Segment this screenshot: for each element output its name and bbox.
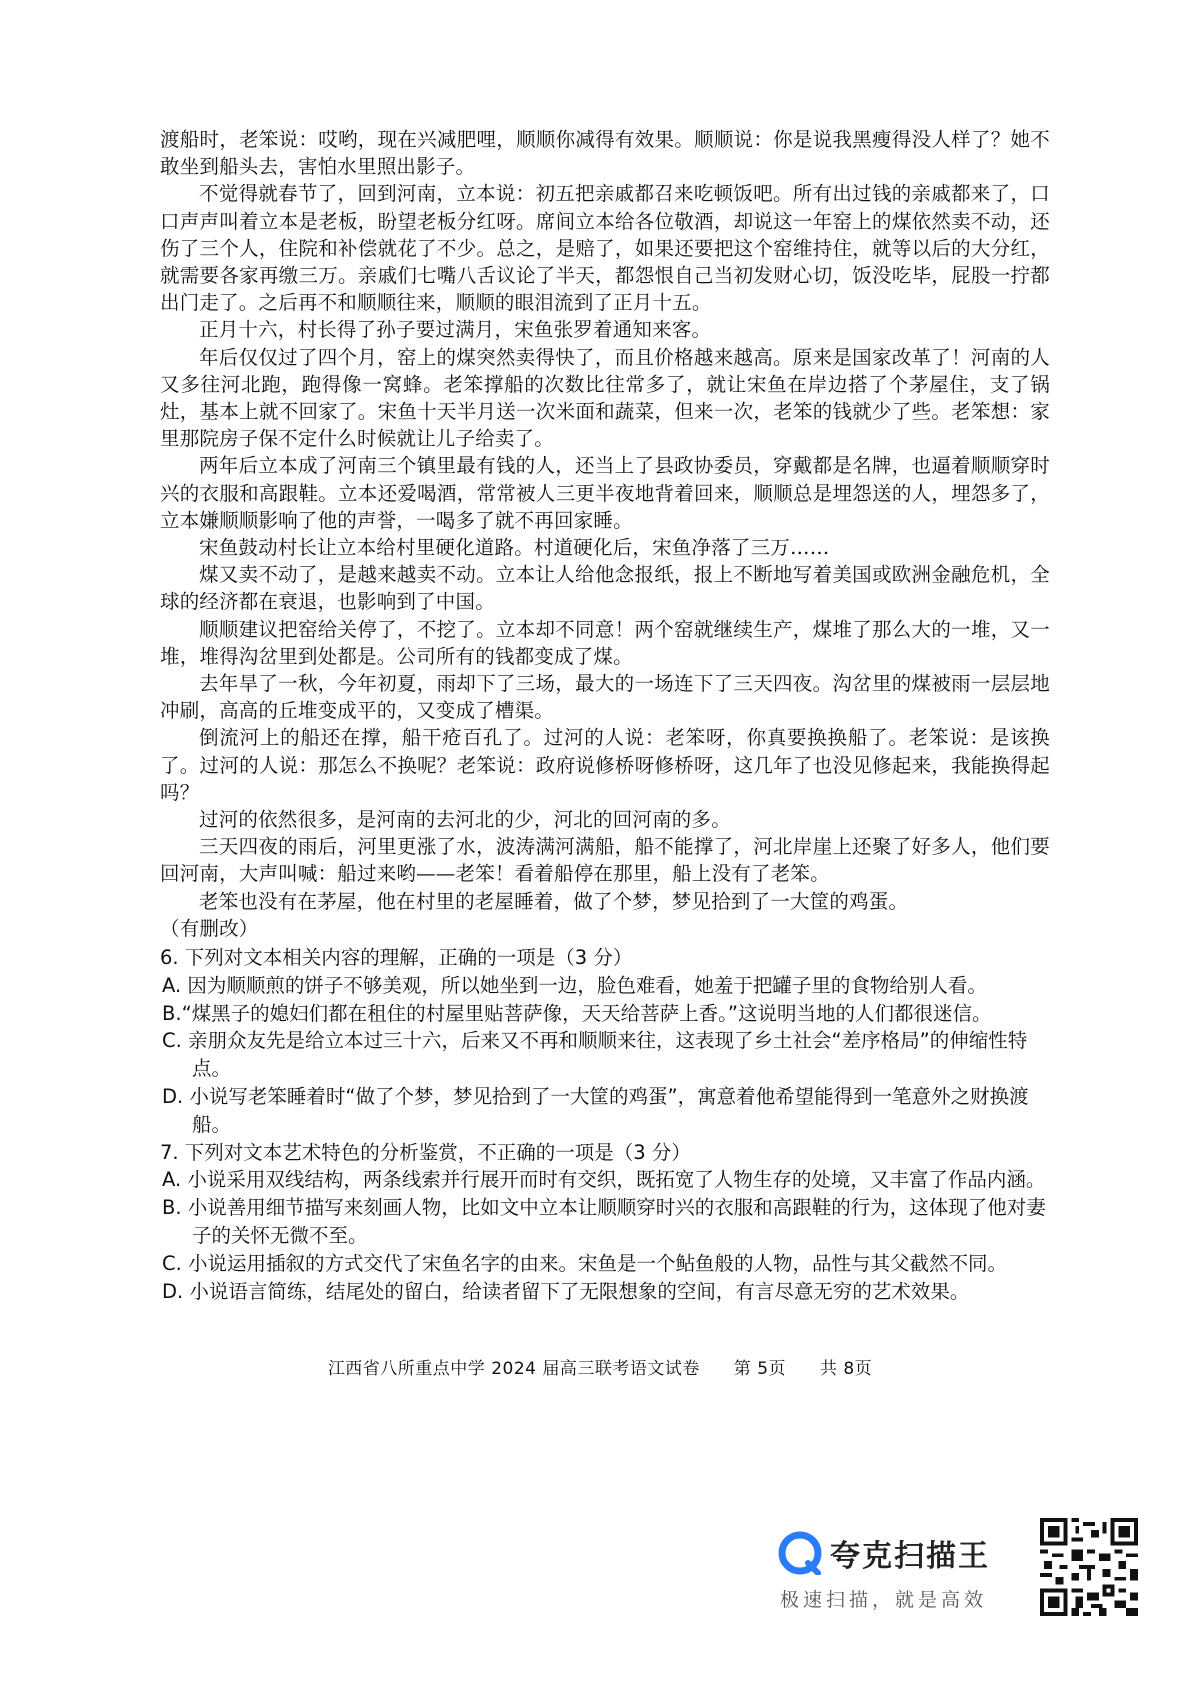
story-paragraph: 顺顺建议把窑给关停了，不挖了。立本却不同意！两个窑就继续生产，煤堆了那么大的一堆，又一堆，堆得沟岔里到处都是。公司所有的钱都变成了煤。 (160, 617, 1050, 668)
question-stem: 7. 下列对文本艺术特色的分析鉴赏，不正确的一项是（3 分） (160, 1140, 691, 1164)
exam-title: 江西省八所重点中学 2024 届高三联考语文试卷 (327, 1359, 700, 1379)
story-paragraph: 渡船时，老笨说：哎哟，现在兴减肥哩，顺顺你减得有效果。顺顺说：你是说我黑瘦得没人样了？她不敢坐到船头去，害怕水里照出影子。 (160, 128, 1050, 179)
page-total: 共 8页 (819, 1359, 873, 1379)
quark-logo-icon (778, 1531, 822, 1575)
story-paragraph: 正月十六，村长得了孙子要过满月，宋鱼张罗着通知来客。 (199, 318, 712, 342)
story-paragraph: 过河的依然很多，是河南的去河北的少，河北的回河南的多。 (199, 808, 731, 832)
question-stem: 6. 下列对文本相关内容的理解，正确的一项是（3 分） (160, 946, 633, 969)
question-6 (160, 944, 1060, 1139)
story-paragraph: 老笨也没有在茅屋，他在村里的老屋睡着，做了个梦，梦见拾到了一大筐的鸡蛋。 (199, 889, 909, 913)
story-paragraph: 去年旱了一秋，今年初夏，雨却下了三场，最大的一场连下了三天四夜。沟岔里的煤被雨一层层地冲刷，高高的丘堆变成平的，又变成了槽渠。 (160, 672, 1050, 723)
option-b: B.“煤黑子的媳妇们都在租住的村屋里贴菩萨像，天天给菩萨上香。”这说明当地的人们都很迷信。 (162, 1001, 992, 1025)
story-paragraph: 倒流河上的船还在撑，船干疮百孔了。过河的人说：老笨呀，你真要换换船了。老笨说：是该换了。过河的人说：那怎么不换呢？老笨说：政府说修桥呀修桥呀，这几年了也没见修起来，我能换得起吗？ (160, 726, 1050, 804)
story-paragraph: 不觉得就春节了，回到河南，立本说：初五把亲戚都召来吃顿饭吧。所有出过钱的亲戚都来了，口口声声叫着立本是老板，盼望老板分红呀。席间立本给各位敬酒，却说这一年窑上的煤依然卖不动，还伤了三个人，住院和补偿就花了不少。总之，是赔了，如果还要把这个窑维持住，就等以后的大分红，就需要各家再缴三万。亲戚们七嘴八舌议论了半天，都怨恨自己当初发财心切，饭没吃毕，屁股一拧都出门走了。之后再不和顺顺往来，顺顺的眼泪流到了正月十五。 (160, 182, 1050, 315)
option-a: A. 小说采用双线结构，两条线索并行展开而时有交织，既拓宽了人物生存的处境，又丰富了作品内涵。 (162, 1168, 1046, 1192)
edit-note: （有删改） (160, 916, 259, 940)
option-a: A. 因为顺顺煎的饼子不够美观，所以她坐到一边，脸色难看，她羞于把罐子里的食物给别人看。 (162, 973, 987, 997)
page-footer (0, 1354, 1200, 1379)
page-number: 第 5页 (733, 1359, 787, 1379)
scanner-watermark (778, 1525, 1028, 1615)
question-section (160, 944, 1060, 1305)
option-c: C. 亲朋众友先是给立本过三十六，后来又不再和顺顺来往，这表现了乡土社会“差序格局”的伸缩性特点。 (162, 1029, 1028, 1081)
option-d: D. 小说写老笨睡着时“做了个梦，梦见拾到了一大筐的鸡蛋”，寓意着他希望能得到一笔意外之财换渡船。 (162, 1084, 1029, 1136)
question-7 (160, 1139, 1060, 1306)
scanner-slogan: 极速扫描，就是高效 (780, 1589, 988, 1611)
option-c: C. 小说运用插叙的方式交代了宋鱼名字的由来。宋鱼是一个鲇鱼般的人物，品性与其父截然不同。 (162, 1251, 1008, 1275)
story-paragraph: 宋鱼鼓动村长让立本给村里硬化道路。村道硬化后，宋鱼净落了三万…… (199, 536, 830, 560)
story-paragraph: 两年后立本成了河南三个镇里最有钱的人，还当上了县政协委员，穿戴都是名牌，也逼着顺顺穿时兴的衣服和高跟鞋。立本还爱喝酒，常常被人三更半夜地背着回来，顺顺总是埋怨送的人，埋怨多了，立本嫌顺顺影响了他的声誉，一喝多了就不再回家睡。 (160, 454, 1050, 532)
story-paragraph: 煤又卖不动了，是越来越卖不动。立本让人给他念报纸，报上不断地写着美国或欧洲金融危机，全球的经济都在衰退，也影响到了中国。 (160, 563, 1050, 614)
story-text (160, 126, 1050, 942)
qr-code-icon (1040, 1518, 1138, 1616)
option-b: B. 小说善用细节描写来刻画人物，比如文中立本让顺顺穿时兴的衣服和高跟鞋的行为，这体现了他对妻子的关怀无微不至。 (162, 1196, 1046, 1247)
scanner-app-name: 夸克扫描王 (830, 1539, 990, 1574)
story-paragraph: 三天四夜的雨后，河里更涨了水，波涛满河满船，船不能撑了，河北岸崖上还聚了好多人，他们要回河南，大声叫喊：船过来哟——老笨！看着船停在那里，船上没有了老笨。 (160, 835, 1050, 886)
option-d: D. 小说语言简练，结尾处的留白，给读者留下了无限想象的空间，有言尽意无穷的艺术效果。 (162, 1279, 970, 1303)
story-paragraph: 年后仅仅过了四个月，窑上的煤突然卖得快了，而且价格越来越高。原来是国家改革了！河南的人又多往河北跑，跑得像一窝蜂。老笨撑船的次数比往常多了，就让宋鱼在岸边搭了个茅屋住，支了锅灶，基本上就不回家了。宋鱼十天半月送一次米面和蔬菜，但来一次，老笨的钱就少了些。老笨想：家里那院房子保不定什么时候就让儿子给卖了。 (160, 345, 1050, 451)
